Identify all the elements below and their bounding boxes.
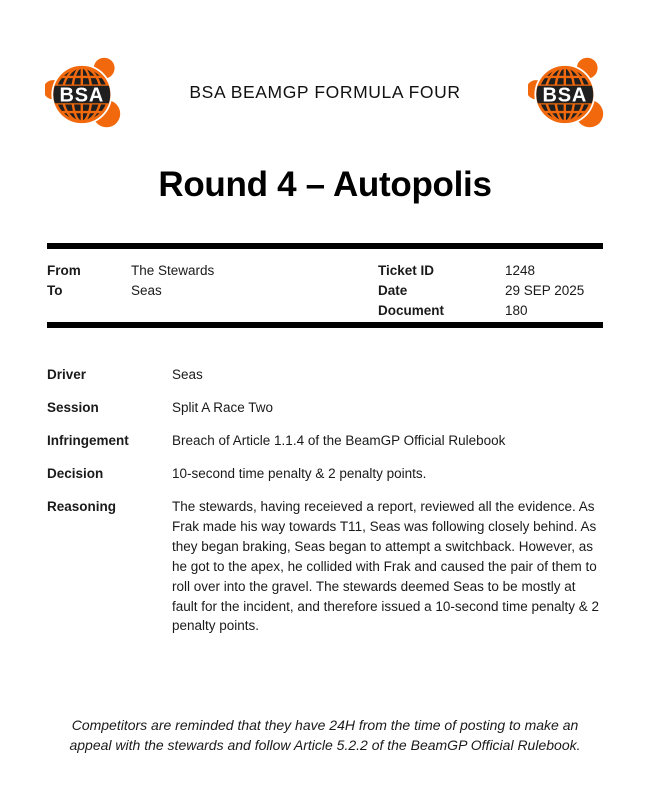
series-title: BSA BEAMGP FORMULA FOUR <box>189 82 461 102</box>
detail-value-reasoning: The stewards, having receieved a report, reviewed all the evidence. As Frak made his way towards T11, Seas was following closely behind. As they began braking, Seas began to attempt a switchback. However, as he got to the apex, he collided with Frak and caused the pair of them to roll over into the gravel. The stewards deemed Seas to be mostly at fault for the incident, and therefore issued a 10-second time penalty & 2 penalty points. <box>172 499 600 634</box>
detail-value-driver: Seas <box>172 367 203 382</box>
detail-label-driver: Driver <box>47 367 87 382</box>
meta-value-ticket-id: 1248 <box>505 263 536 278</box>
meta-value-from: The Stewards <box>131 263 215 278</box>
meta-value-document: 180 <box>505 303 528 318</box>
footer <box>0 716 650 755</box>
meta-body <box>47 249 603 322</box>
detail-value-infringement: Breach of Article 1.1.4 of the BeamGP Official Rulebook <box>172 433 506 448</box>
detail-value-decision: 10-second time penalty & 2 penalty points. <box>172 466 427 481</box>
meta-row-to <box>47 281 378 301</box>
meta-label-document: Document <box>378 303 445 318</box>
meta-row-ticket-id <box>378 261 603 281</box>
detail-row-driver <box>47 365 603 385</box>
meta-row-document <box>378 301 603 321</box>
details-section <box>47 365 603 649</box>
detail-row-decision <box>47 464 603 484</box>
meta-label-date: Date <box>378 283 408 298</box>
meta-label-to: To <box>47 283 63 298</box>
meta-value-date: 29 SEP 2025 <box>505 283 585 298</box>
detail-row-reasoning <box>47 497 603 636</box>
page-title: Round 4 – Autopolis <box>158 165 492 204</box>
meta-row-from <box>47 261 378 281</box>
detail-label-session: Session <box>47 400 99 415</box>
meta-label-from: From <box>47 263 81 278</box>
meta-column-right <box>378 261 603 321</box>
detail-label-infringement: Infringement <box>47 433 129 448</box>
detail-row-session <box>47 398 603 418</box>
meta-column-left <box>47 261 378 321</box>
meta-value-to: Seas <box>131 283 162 298</box>
detail-label-reasoning: Reasoning <box>47 499 117 514</box>
meta-row-date <box>378 281 603 301</box>
divider-bar-bottom <box>47 322 603 328</box>
meta-label-ticket-id: Ticket ID <box>378 263 435 278</box>
detail-row-infringement <box>47 431 603 451</box>
meta-section <box>47 243 603 328</box>
detail-label-decision: Decision <box>47 466 104 481</box>
detail-value-session: Split A Race Two <box>172 400 274 415</box>
logo-bsa-text: BSA <box>59 84 105 107</box>
appeal-notice-text: Competitors are reminded that they have 24H from the time of posting to make an appeal with the stewards and follow Article 5.2.2 of the BeamGP Official Rulebook. <box>69 717 581 753</box>
logo-bsa-text: BSA <box>542 84 588 107</box>
